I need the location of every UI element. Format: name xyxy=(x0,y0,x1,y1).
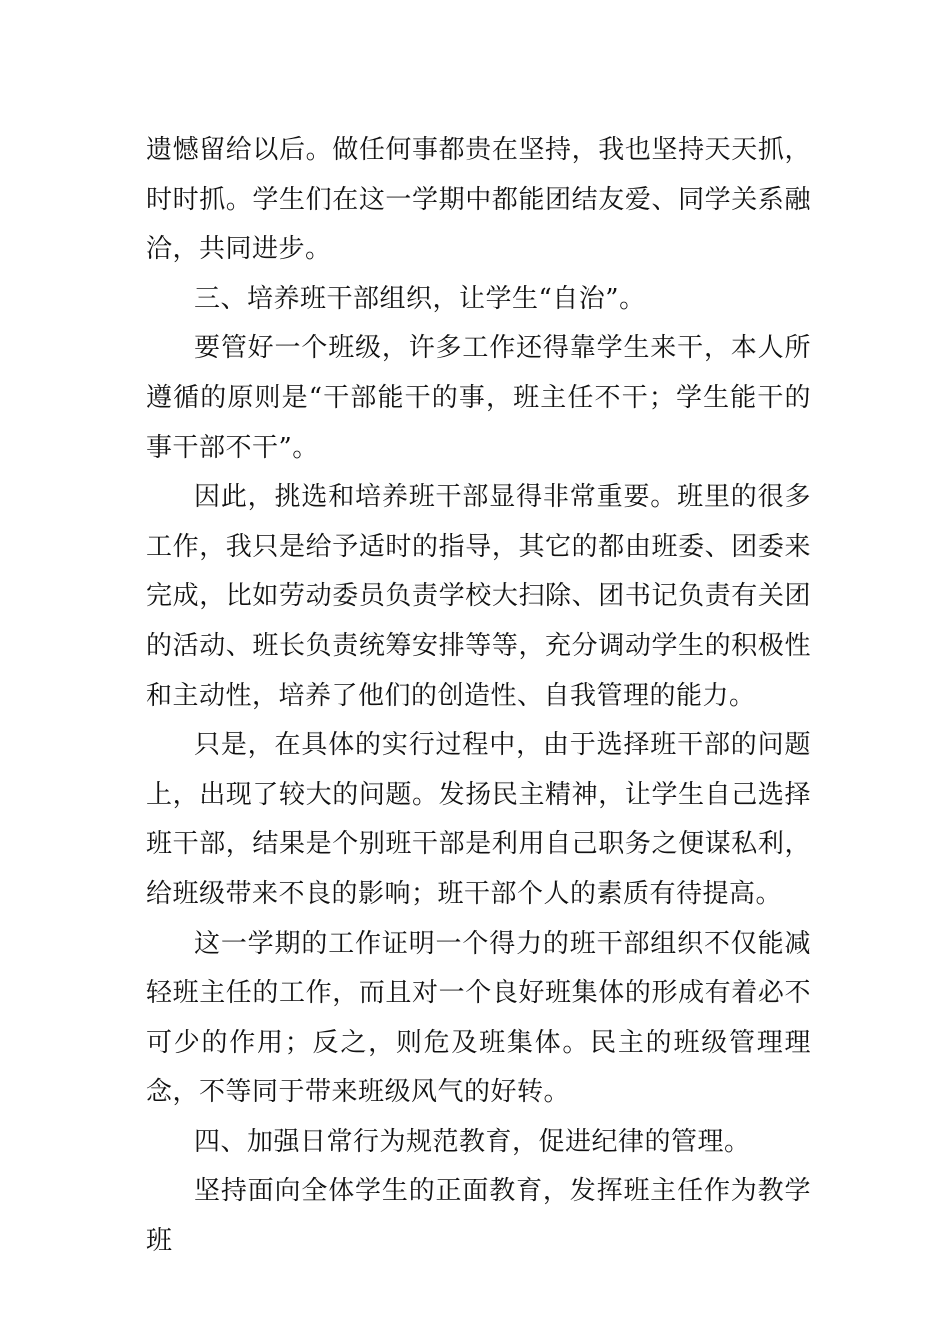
document-body xyxy=(146,126,811,1267)
paragraph: 这一学期的工作证明一个得力的班干部组织不仅能减轻班主任的工作，而且对一个良好班集体的形成有着必不可少的作用；反之，则危及班集体。民主的班级管理理念，不等同于带来班级风气的好转。 xyxy=(146,928,811,1108)
paragraph-continuation: 遗憾留给以后。做任何事都贵在坚持，我也坚持天天抓，时时抓。学生们在这一学期中都能团结友爱、同学关系融洽，共同进步。 xyxy=(146,135,811,265)
paragraph: 坚持面向全体学生的正面教育，发挥班主任作为教学班 xyxy=(146,1176,811,1257)
section-heading-4: 四、加强日常行为规范教育，促进纪律的管理。 xyxy=(194,1126,751,1157)
paragraph: 只是，在具体的实行过程中，由于选择班干部的问题上，出现了较大的问题。发扬民主精神，让学生自己选择班干部，结果是个别班干部是利用自己职务之便谋私利，给班级带来不良的影响；班干部个人的素质有待提高。 xyxy=(146,730,811,909)
section-heading-3: 三、培养班干部组织，让学生“自治”。 xyxy=(194,283,646,314)
paragraph: 因此，挑选和培养班干部显得非常重要。班里的很多工作，我只是给予适时的指导，其它的都由班委、团委来完成，比如劳动委员负责学校大扫除、团书记负责有关团的活动、班长负责统筹安排等等，充分调动学生的积极性和主动性，培养了他们的创造性、自我管理的能力。 xyxy=(146,482,811,711)
paragraph: 要管好一个班级，许多工作还得靠学生来干，本人所遵循的原则是“干部能干的事，班主任不干；学生能干的事干部不干”。 xyxy=(146,333,811,463)
